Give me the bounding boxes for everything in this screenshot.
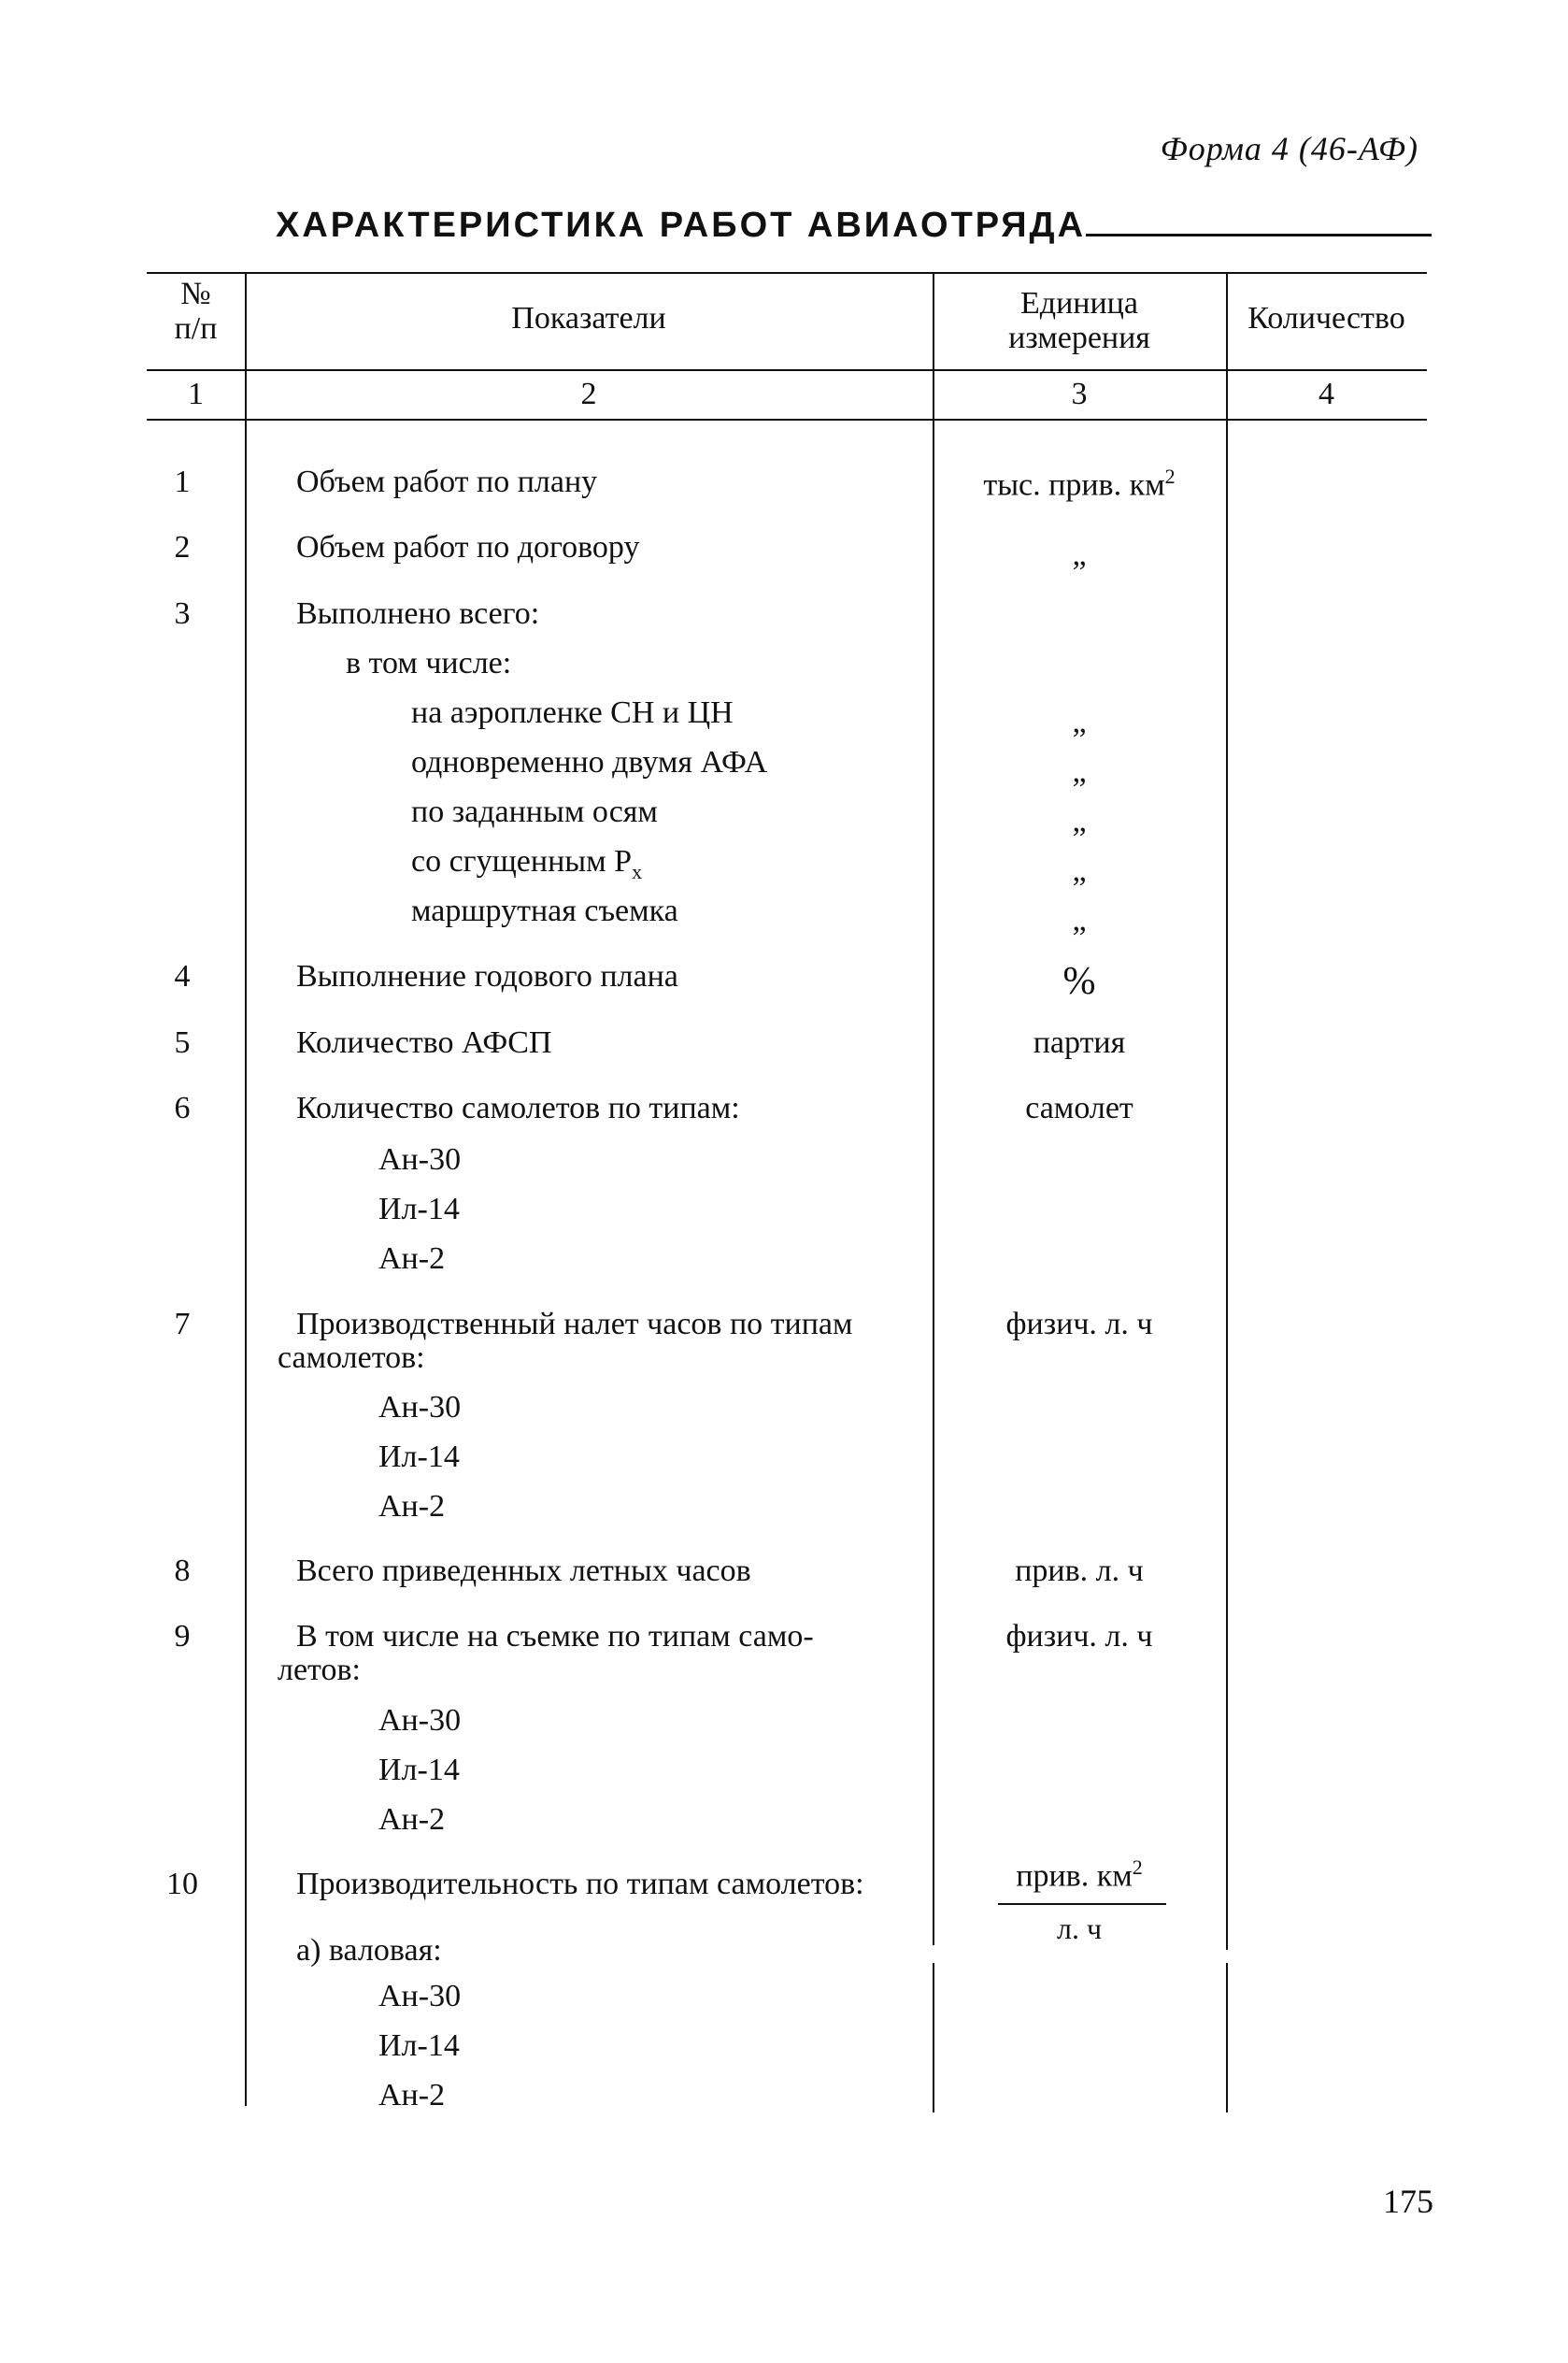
row-10-unit-numerator <box>934 1855 1224 1894</box>
row-6-unit: самолет <box>1025 1091 1133 1125</box>
row-7-number: 7 <box>174 1307 191 1341</box>
row-10-aircraft-3: Ан-2 <box>378 2078 446 2112</box>
row-7-text-cont: самолетов: <box>278 1340 425 1375</box>
col-number-4: 4 <box>1319 377 1334 411</box>
row-3-including: в том числе: <box>346 646 512 680</box>
col-number-1: 1 <box>188 377 204 411</box>
row-10-text: Производительность по типам самолетов: <box>296 1867 864 1901</box>
row-1-number: 1 <box>174 465 191 499</box>
row-10-unit-denominator: л. ч <box>1056 1912 1103 1945</box>
column-divider-2-lower <box>933 1963 934 2112</box>
row-10-number: 10 <box>166 1867 198 1901</box>
row-2-text: Объем работ по договору <box>296 530 640 565</box>
row-9-unit: физич. л. ч <box>1005 1619 1153 1654</box>
row-5-text: Количество АФСП <box>296 1025 552 1060</box>
row-3-text: Выполнено всего: <box>296 596 540 631</box>
row-1-unit-sup: 2 <box>1164 465 1176 488</box>
header-number-line2: п/п <box>174 311 218 347</box>
column-divider-1 <box>245 272 247 2106</box>
header-unit-line2: измерения <box>1008 321 1150 356</box>
header-bottom-rule <box>147 369 1427 371</box>
column-divider-3-lower <box>1226 1963 1228 2112</box>
row-1-text: Объем работ по плану <box>296 465 598 499</box>
row-3-item-two-cameras-unit: „ <box>1072 754 1087 789</box>
row-7-aircraft-3: Ан-2 <box>378 1489 446 1524</box>
title-text: ХАРАКТЕРИСТИКА РАБОТ АВИАОТРЯДА <box>276 206 1087 245</box>
row-6-aircraft-1: Ан-30 <box>378 1142 462 1177</box>
row-3-item-route-unit: „ <box>1072 903 1087 938</box>
document-title <box>276 206 1432 246</box>
row-8-text: Всего приведенных летных часов <box>296 1554 751 1588</box>
row-3-item-film: на аэропленке СН и ЦН <box>411 695 734 730</box>
row-3-item-condensed-text: со сгущенным P <box>411 844 633 879</box>
row-7-aircraft-1: Ан-30 <box>378 1390 462 1425</box>
row-9-number: 9 <box>174 1619 191 1654</box>
row-3-item-axes-unit: „ <box>1072 804 1087 838</box>
row-3-item-condensed-sub: x <box>632 859 643 883</box>
row-3-item-film-unit: „ <box>1072 705 1087 739</box>
row-6-number: 6 <box>174 1091 191 1125</box>
page-number: 175 <box>1383 2183 1433 2220</box>
row-10-gross: а) валовая: <box>296 1933 442 1968</box>
col-number-2: 2 <box>580 377 597 411</box>
header-quantity: Количество <box>1247 301 1405 336</box>
row-3-item-two-cameras: одновременно двумя АФА <box>411 745 768 780</box>
row-6-aircraft-3: Ан-2 <box>378 1241 446 1276</box>
header-unit-line1: Единица <box>1020 286 1138 321</box>
row-10-unit-numerator-text: прив. км <box>1016 1858 1133 1894</box>
row-5-unit: партия <box>1033 1025 1126 1060</box>
row-4-text: Выполнение годового плана <box>296 959 678 994</box>
row-3-number: 3 <box>174 596 191 631</box>
row-9-aircraft-3: Ан-2 <box>378 1802 446 1837</box>
row-7-text: Производственный налет часов по типам <box>296 1307 853 1341</box>
form-label: Форма 4 (46-АФ) <box>1160 130 1418 167</box>
row-3-item-route: маршрутная съемка <box>411 894 678 928</box>
row-10-unit-numerator-sup: 2 <box>1132 1855 1143 1879</box>
row-6-text: Количество самолетов по типам: <box>296 1091 740 1125</box>
row-9-text-cont: летов: <box>278 1653 361 1687</box>
header-number <box>147 277 245 347</box>
table-top-rule <box>147 272 1427 274</box>
row-10-unit-fraction-bar <box>998 1903 1166 1905</box>
column-numbers-rule <box>147 419 1427 421</box>
row-8-unit: прив. л. ч <box>1015 1554 1144 1588</box>
row-2-number: 2 <box>174 530 191 565</box>
header-unit <box>933 286 1226 356</box>
row-1-unit-text: тыс. прив. км <box>983 467 1165 503</box>
row-3-item-condensed-unit: „ <box>1072 853 1087 888</box>
title-fill-line <box>1086 230 1432 236</box>
row-3-item-condensed <box>411 844 642 884</box>
row-6-aircraft-2: Ил-14 <box>378 1192 460 1226</box>
row-5-number: 5 <box>174 1025 191 1060</box>
row-8-number: 8 <box>174 1554 191 1588</box>
row-4-unit: % <box>1062 960 1096 1003</box>
header-number-line1: № <box>180 277 211 311</box>
row-3-item-axes: по заданным осям <box>411 795 658 829</box>
col-number-3: 3 <box>1071 377 1088 411</box>
column-divider-3 <box>1226 272 1228 1950</box>
row-10-aircraft-1: Ан-30 <box>378 1979 462 2013</box>
row-9-aircraft-2: Ил-14 <box>378 1753 460 1787</box>
row-9-text: В том числе на съемке по типам само- <box>296 1619 814 1654</box>
row-9-aircraft-1: Ан-30 <box>378 1703 462 1738</box>
row-10-aircraft-2: Ил-14 <box>378 2028 460 2063</box>
row-7-aircraft-2: Ил-14 <box>378 1439 460 1474</box>
header-indicators: Показатели <box>511 301 666 336</box>
row-1-unit <box>934 465 1224 503</box>
row-7-unit: физич. л. ч <box>1005 1307 1153 1341</box>
row-4-number: 4 <box>174 959 191 994</box>
row-2-unit: „ <box>1072 537 1087 572</box>
